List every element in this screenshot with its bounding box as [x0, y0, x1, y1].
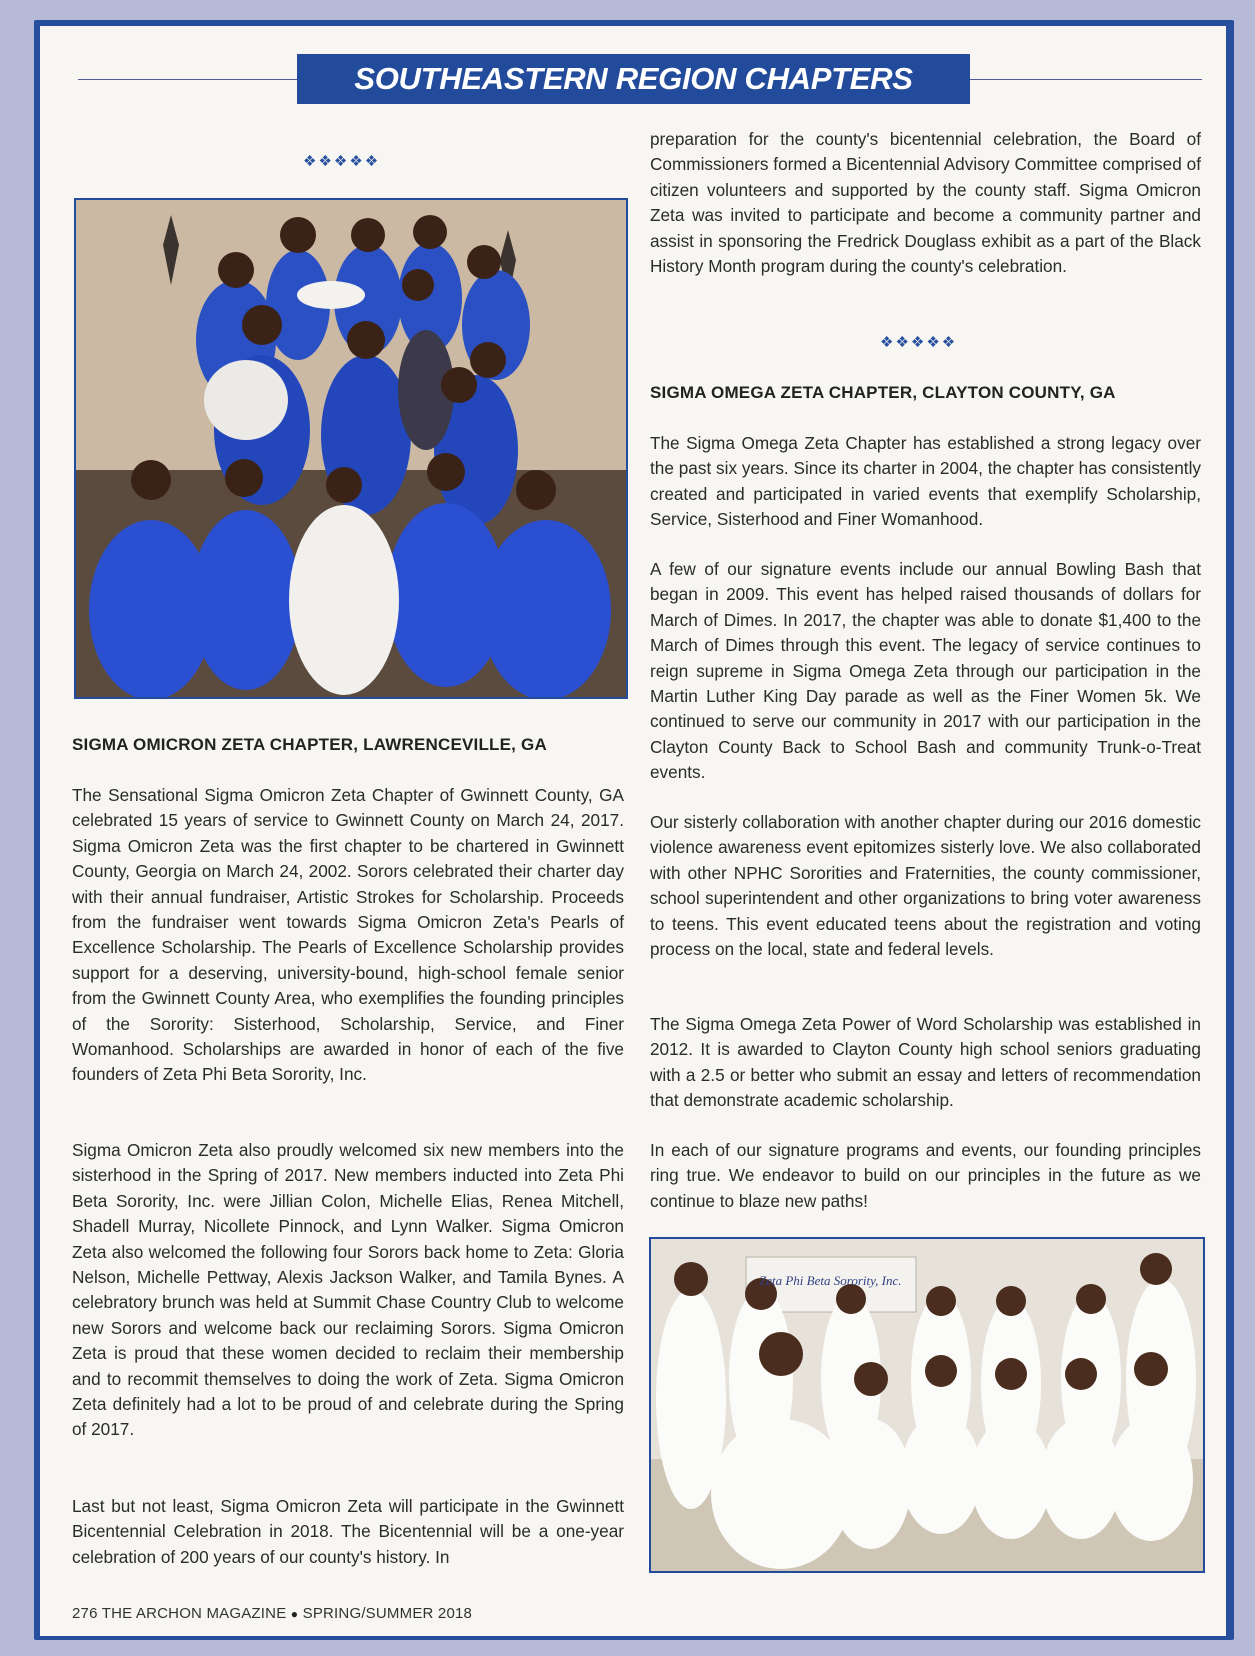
right-paragraph-2: A few of our signature events include our annual Bowling Bash that began in 2009. This event has helped raised thousands of dollars for March of Dimes. In 2017, the chapter was able to donate $1,400 to the March of Dimes through this event. The legacy of service continues to reign supreme in Sigma Omega Zeta through our participation in the Martin Luther King Day parade as well as the Finer Women 5k. We continued to serve our community in 2017 with our participation in the Clayton County Back to School Bash and community Trunk-o-Treat events. — [650, 559, 1201, 783]
right-continuation: preparation for the county's bicentennial celebration, the Board of Commissioners formed a Bicentennial Advisory Committee comprised of citizen volunteers and supported by the county staff. Sigma Omicron Zeta was invited to participate and become a community partner and assist in sponsoring the Fredrick Douglass exhibit as a part of the Black History Month program during the county's celebration. — [650, 129, 1201, 277]
right-paragraph-5: In each of our signature programs and events, our founding principles ring true. We endeavor to build on our principles in the future as we continue to blaze new paths! — [650, 1140, 1201, 1211]
chapter-photo-white — [649, 1237, 1205, 1573]
photo-sign: Zeta Phi Beta Sorority, Inc. — [759, 1273, 902, 1288]
ornament-left: ❖❖❖❖❖ — [303, 153, 381, 170]
right-heading: SIGMA OMEGA ZETA CHAPTER, CLAYTON COUNTY, GA — [650, 383, 1116, 402]
left-heading: SIGMA OMICRON ZETA CHAPTER, LAWRENCEVILLE, GA — [72, 735, 547, 754]
issue-label: SPRING/SUMMER 2018 — [302, 1605, 473, 1622]
left-paragraph-1: The Sensational Sigma Omicron Zeta Chapter of Gwinnett County, GA celebrated 15 years of service to Gwinnett County on March 24, 2017. Sigma Omicron Zeta was the first chapter to be chartered in Gwinnett County, Georgia on March 24, 2002. Sorors celebrated their charter day with their annual fundraiser, Artistic Strokes for Scholarship. Proceeds from the fundraiser went towards Sigma Omicron Zeta's Pearls of Excellence Scholarship. The Pearls of Excellence Scholarship provides support for a deserving, university-bound, high-school female senior from the Gwinnett County Area, who exemplifies the founding principles of the Sorority: Sisterhood, Scholarship, Service, and Finer Womanhood. Scholarships are awarded in honor of each of the five founders of Zeta Phi Beta Sorority, Inc. — [72, 785, 624, 1085]
page-number: 276 — [72, 1605, 98, 1622]
title-rule-right — [970, 79, 1202, 80]
bullet-icon: ● — [290, 1607, 299, 1621]
right-paragraph-1: The Sigma Omega Zeta Chapter has established a strong legacy over the past six years. Since its charter in 2004, the chapter has consistently created and participated in varied events that exemplify Scholarship, Service, Sisterhood and Finer Womanhood. — [650, 433, 1201, 530]
right-paragraph-3: Our sisterly collaboration with another chapter during our 2016 domestic violence awareness event epitomizes sisterly love. We also collaborated with other NPHC Sororities and Fraternities, the county commissioner, school superintendent and other organizations to bring voter awareness to teens. This event educated teens about the registration and voting process on the local, state and federal levels. — [650, 812, 1201, 960]
page-footer — [72, 1605, 472, 1622]
right-paragraph-4: The Sigma Omega Zeta Power of Word Scholarship was established in 2012. It is awarded to Clayton County high school seniors graduating with a 2.5 or better who submit an essay and letters of recommendation that demonstrate academic scholarship. — [650, 1014, 1201, 1111]
left-paragraph-2: Sigma Omicron Zeta also proudly welcomed six new members into the sisterhood in the Spring of 2017. New members inducted into Zeta Phi Beta Sorority, Inc. were Jillian Colon, Michelle Elias, Renea Mitchell, Shadell Murray, Nicollete Pinnock, and Lynn Walker. Sigma Omicron Zeta also welcomed the following four Sorors back home to Zeta: Gloria Nelson, Michelle Pettway, Alexis Jackson Walker, and Tamila Bynes. A celebratory brunch was held at Summit Chase Country Club to welcome new Sorors and welcome back our reclaiming Sorors. Sigma Omicron Zeta is proud that these women decided to reclaim their membership and to recommit themselves to doing the work of Zeta. Sigma Omicron Zeta definitely had a lot to be proud of and celebrate during the Spring of 2017. — [72, 1140, 624, 1440]
title-rule-left — [78, 79, 297, 80]
publication-name: THE ARCHON MAGAZINE — [101, 1605, 287, 1622]
chapter-photo-blue — [74, 198, 628, 699]
left-paragraph-3: Last but not least, Sigma Omicron Zeta will participate in the Gwinnett Bicentennial Celebration in 2018. The Bicentennial will be a one-year celebration of 200 years of our county's history. In — [72, 1496, 624, 1567]
ornament-right: ❖❖❖❖❖ — [880, 334, 958, 351]
section-title: SOUTHEASTERN REGION CHAPTERS — [297, 54, 970, 104]
